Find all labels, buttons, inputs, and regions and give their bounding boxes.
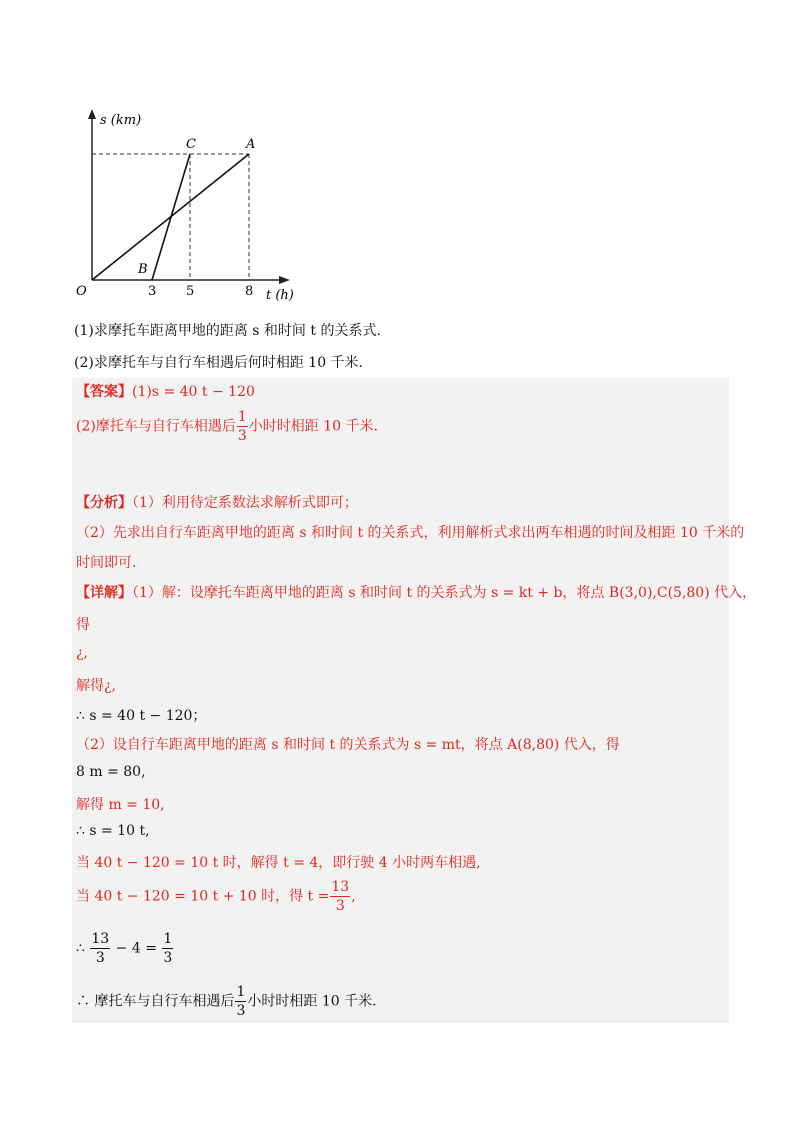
y-axis-arrow (88, 109, 96, 119)
fraction-numerator: 13 (91, 931, 110, 947)
detail-line-6: （2）设自行车距离甲地的距离 s 和时间 t 的关系式为 s = mt，将点 A(8,80) 代入，得 (76, 737, 620, 753)
detail-13-prefix: ∴ 摩托车与自行车相遇后 (76, 993, 235, 1010)
fraction-thirteen-thirds (90, 932, 110, 965)
fraction-one-third (162, 932, 173, 965)
detail-13-suffix: 小时时相距 10 千米. (247, 993, 377, 1010)
fraction-denominator: 3 (163, 950, 173, 966)
distance-time-graph (70, 105, 310, 305)
question-2: (2)求摩托车与自行车相遇后何时相距 10 千米. (74, 355, 363, 371)
detail-line-9: ∴ s = 10 t, (76, 823, 150, 839)
detail-12-middle: − 4 = (115, 940, 157, 957)
x-axis-arrow (279, 276, 290, 284)
detail-line-8: 解得 m = 10, (76, 797, 165, 813)
answer-line-1 (76, 381, 255, 401)
analysis-line-1 (76, 492, 358, 512)
x-tick-3: 3 (148, 284, 157, 299)
answer-2-suffix: 小时时相距 10 千米. (248, 418, 378, 435)
detail-line-7: 8 m = 80, (76, 764, 146, 780)
detail-line-5: ∴ s = 40 t − 120； (76, 708, 207, 724)
analysis-tag: 【分析】 (76, 495, 132, 511)
detail-line-10: 当 40 t − 120 = 10 t 时，解得 t = 4，即行驶 4 小时两车相遇, (76, 855, 481, 871)
x-axis-label: t (h) (266, 288, 294, 303)
point-label-a: A (246, 137, 256, 152)
answer-line-2 (76, 410, 378, 443)
fraction-one-third (237, 410, 248, 443)
analysis-line-2: （2）先求出自行车距离甲地的距离 s 和时间 t 的关系式，利用解析式求出两车相遇的时间及相距 10 千米的 (76, 525, 745, 541)
detail-text-1: （1）解：设摩托车距离甲地的距离 s 和时间 t 的关系式为 s = kt + b，将点 B(3,0),C(5,80) 代入， (132, 585, 757, 601)
fraction-denominator: 3 (335, 898, 345, 914)
fraction-numerator: 1 (237, 409, 247, 425)
detail-11-prefix: 当 40 t − 120 = 10 t + 10 时，得 t = (76, 888, 330, 905)
fraction-thirteen-thirds (330, 880, 350, 913)
detail-line-13 (76, 985, 377, 1018)
fraction-denominator: 3 (236, 1003, 246, 1019)
detail-11-suffix: , (351, 888, 356, 905)
point-label-b: B (138, 262, 148, 277)
fraction-one-third (235, 985, 246, 1018)
fraction-numerator: 1 (163, 931, 173, 947)
point-label-c: C (186, 137, 196, 152)
answer-1: (1)s = 40 t − 120 (132, 384, 255, 400)
analysis-line-3: 时间即可. (76, 555, 137, 571)
answer-tag: 【答案】 (76, 384, 132, 400)
therefore-symbol: ∴ (76, 940, 85, 957)
question-1: (1)求摩托车距离甲地的距离 s 和时间 t 的关系式. (74, 323, 381, 339)
fraction-numerator: 1 (236, 984, 246, 1000)
detail-line-11 (76, 880, 356, 913)
analysis-text-1: （1）利用待定系数法求解析式即可； (132, 495, 358, 511)
answer-2-prefix: (2)摩托车与自行车相遇后 (76, 418, 236, 435)
origin-label: O (76, 284, 87, 299)
x-tick-5: 5 (186, 284, 195, 299)
x-tick-8: 8 (245, 284, 254, 299)
detail-tag: 【详解】 (76, 585, 132, 601)
solution-panel (72, 378, 729, 1023)
line-BC (152, 154, 190, 280)
fraction-denominator: 3 (95, 950, 105, 966)
fraction-numerator: 13 (331, 879, 350, 895)
detail-line-2: 得 (76, 617, 90, 633)
detail-line-3: ¿, (76, 645, 88, 661)
y-axis-label: s (km) (100, 113, 142, 128)
detail-line-1 (76, 582, 756, 602)
detail-line-12 (76, 932, 174, 965)
detail-line-4: 解得¿, (76, 678, 116, 694)
fraction-denominator: 3 (237, 428, 247, 444)
